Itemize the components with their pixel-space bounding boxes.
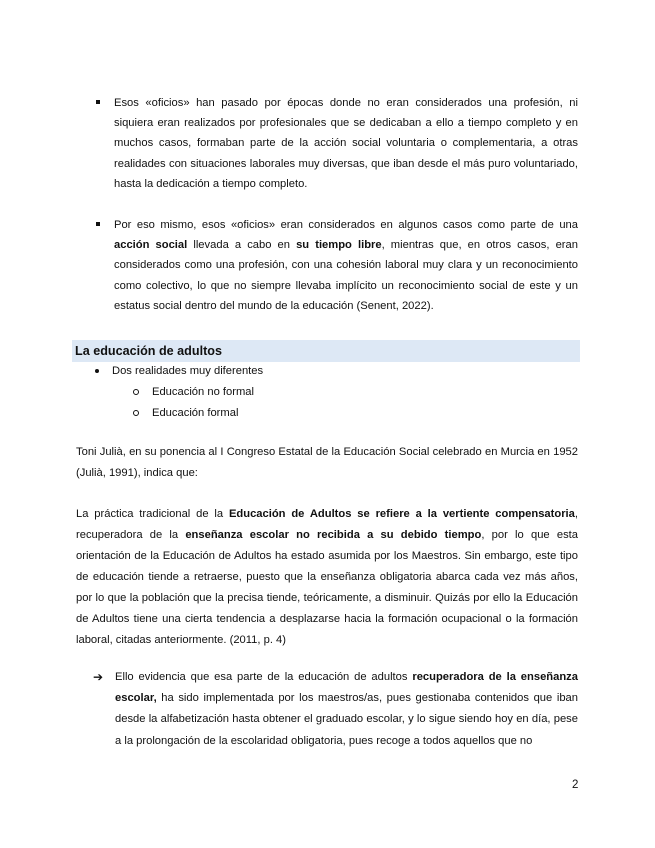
bullet-item-oficios-history	[96, 93, 578, 194]
quote-text-part: , recuperadora de la	[76, 508, 578, 541]
bullet-text: Esos «oficios» han pasado por épocas donde no eran considerados una profesión, ni siquiera eran realizados por profesionales que se dedicaban a ello a tiempo completo y en muchos casos, formaban parte de la acción social voluntaria o complementaria, a otras realidades con situaciones laborales muy diversas, que iban desde el más puro voluntariado, hasta la dedicación a tiempo completo.	[114, 97, 578, 190]
hollow-bullet-icon	[133, 410, 139, 416]
intro-paragraph: Toni Julià, en su ponencia al I Congreso Estatal de la Educación Social celebrado en Murcia en 1952 (Julià, 1991), indica que:	[76, 446, 578, 479]
bullet-text-part: llevada a cabo en	[187, 239, 297, 252]
bold-phrase-tiempo-libre: su tiempo libre	[296, 239, 382, 252]
sub-list-item	[152, 382, 254, 402]
bold-phrase-ensenanza: enseñanza escolar no recibida a su debido tiempo	[185, 529, 482, 541]
bullet-item-oficios-consideration	[96, 215, 578, 316]
bullet-text-part: Por eso mismo, esos «oficios» eran considerados en algunos casos como parte de una	[114, 219, 578, 231]
arrow-right-icon: ➔	[93, 670, 104, 684]
hollow-bullet-icon	[133, 389, 139, 395]
bold-phrase-vertiente: Educación de Adultos se refiere a la vertiente compensatoria	[228, 508, 575, 520]
section-heading: La educación de adultos	[72, 340, 580, 362]
list-item-text: Dos realidades muy diferentes	[112, 365, 264, 377]
square-bullet-icon	[96, 222, 100, 226]
sub-list-item-text: Educación no formal	[152, 386, 254, 398]
sub-list-item-text: Educación formal	[152, 407, 239, 419]
quote-text-part: La práctica tradicional de la	[76, 508, 229, 520]
square-bullet-icon	[96, 100, 100, 104]
sub-list-item	[152, 403, 238, 423]
arrow-text-part: ha sido implementada por los maestros/as, pues gestionaba contenidos que iban desde la alfabetización hasta obtener el graduado escolar, y lo sigue siendo hoy en día, pese a la prolongación de la escolaridad obligatoria, pues recoge a todos aquellos que no	[115, 692, 578, 747]
quote-text-part: , por lo que esta orientación de la Educación de Adultos ha estado asumida por los Maestros. Sin embargo, este tipo de educación tiende a retraerse, puesto que la enseñanza obligatoria abarca cada vez más años, por lo que la población que la precisa tiende, teóricamente, a disminuir. Quizás por ello la Educación de Adultos tiene una cierta tendencia a desplazarse hacia la formación ocupacional o la formación laboral, citadas anteriormente. (2011, p. 4)	[76, 529, 578, 646]
bullet-text-part: , mientras que, en otros casos, eran considerados como una profesión, con una cohesión laboral muy clara y un reconocimiento como colectivo, lo que no siempre llevaba implícito un reconocimiento social de este y un estatus social dentro del mundo de la educación (Senent, 2022).	[114, 239, 578, 312]
list-item	[112, 361, 263, 381]
bold-phrase-accion-social: acción social	[114, 239, 188, 252]
arrow-list-item	[93, 667, 579, 752]
quote-paragraph	[76, 504, 578, 651]
page-number: 2	[572, 779, 579, 791]
round-bullet-icon	[95, 369, 99, 373]
arrow-text-part: Ello evidencia que esa parte de la educación de adultos	[115, 671, 413, 683]
bold-phrase-recuperadora: recuperadora de la enseñanza escolar,	[115, 671, 579, 705]
